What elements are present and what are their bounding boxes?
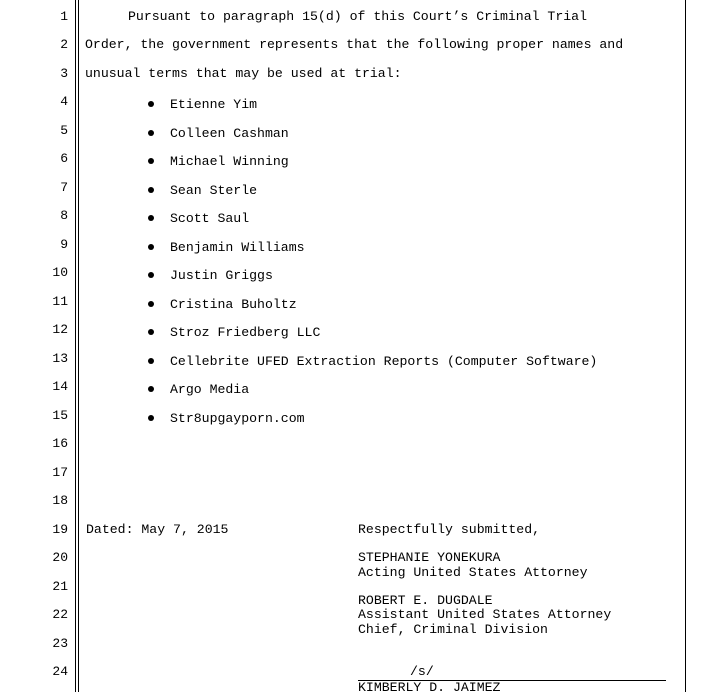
list-item: Cellebrite UFED Extraction Reports (Computer Software)	[170, 354, 598, 369]
bullet-icon	[148, 130, 154, 136]
ausa-name: ROBERT E. DUGDALE	[358, 593, 493, 608]
line-number: 12	[52, 322, 68, 337]
line-number: 2	[60, 37, 68, 52]
list-item: Sean Sterle	[170, 183, 258, 198]
line-number: 1	[60, 9, 68, 24]
line-number: 15	[52, 408, 68, 423]
dated-line: Dated: May 7, 2015	[86, 522, 229, 537]
bullet-icon	[148, 329, 154, 335]
line-number: 18	[52, 493, 68, 508]
line-number: 17	[52, 465, 68, 480]
signature-slash-s: /s/	[410, 664, 434, 679]
line-number: 16	[52, 436, 68, 451]
list-item: Colleen Cashman	[170, 126, 289, 141]
line-number: 23	[52, 636, 68, 651]
body-line-1: Pursuant to paragraph 15(d) of this Court’s Criminal Trial	[128, 9, 587, 24]
list-item: Etienne Yim	[170, 97, 258, 112]
bullet-icon	[148, 301, 154, 307]
ausa-division: Chief, Criminal Division	[358, 622, 548, 637]
bullet-icon	[148, 215, 154, 221]
bullet-icon	[148, 187, 154, 193]
margin-rule-left-inner	[78, 0, 79, 692]
us-attorney-title: Acting United States Attorney	[358, 565, 588, 580]
line-number: 24	[52, 664, 68, 679]
line-number: 11	[52, 294, 68, 309]
list-item: Argo Media	[170, 382, 250, 397]
list-item: Stroz Friedberg LLC	[170, 325, 321, 340]
bullet-icon	[148, 358, 154, 364]
margin-rule-right	[685, 0, 686, 692]
line-number: 3	[60, 66, 68, 81]
bullet-icon	[148, 272, 154, 278]
list-item: Scott Saul	[170, 211, 250, 226]
body-line-3: unusual terms that may be used at trial:	[85, 66, 402, 81]
ausa-title: Assistant United States Attorney	[358, 607, 612, 622]
list-item: Cristina Buholtz	[170, 297, 297, 312]
line-number: 21	[52, 579, 68, 594]
line-number: 6	[60, 151, 68, 166]
signer-name: KIMBERLY D. JAIMEZ	[358, 680, 501, 695]
bullet-icon	[148, 244, 154, 250]
us-attorney-name: STEPHANIE YONEKURA	[358, 550, 501, 565]
line-number: 5	[60, 123, 68, 138]
list-item: Justin Griggs	[170, 268, 273, 283]
line-number: 10	[52, 265, 68, 280]
bullet-icon	[148, 415, 154, 421]
closing-line: Respectfully submitted,	[358, 522, 541, 537]
margin-rule-left	[75, 0, 76, 692]
bullet-icon	[148, 386, 154, 392]
list-item: Michael Winning	[170, 154, 289, 169]
line-number: 14	[52, 379, 68, 394]
line-number: 9	[60, 237, 68, 252]
line-number: 19	[52, 522, 68, 537]
line-number: 8	[60, 208, 68, 223]
line-number: 4	[60, 94, 68, 109]
list-item: Benjamin Williams	[170, 240, 305, 255]
list-item: Str8upgayporn.com	[170, 411, 305, 426]
bullet-icon	[148, 101, 154, 107]
line-number: 7	[60, 180, 68, 195]
bullet-icon	[148, 158, 154, 164]
line-number: 20	[52, 550, 68, 565]
line-number: 22	[52, 607, 68, 622]
body-line-2: Order, the government represents that the following proper names and	[85, 37, 624, 52]
line-number: 13	[52, 351, 68, 366]
